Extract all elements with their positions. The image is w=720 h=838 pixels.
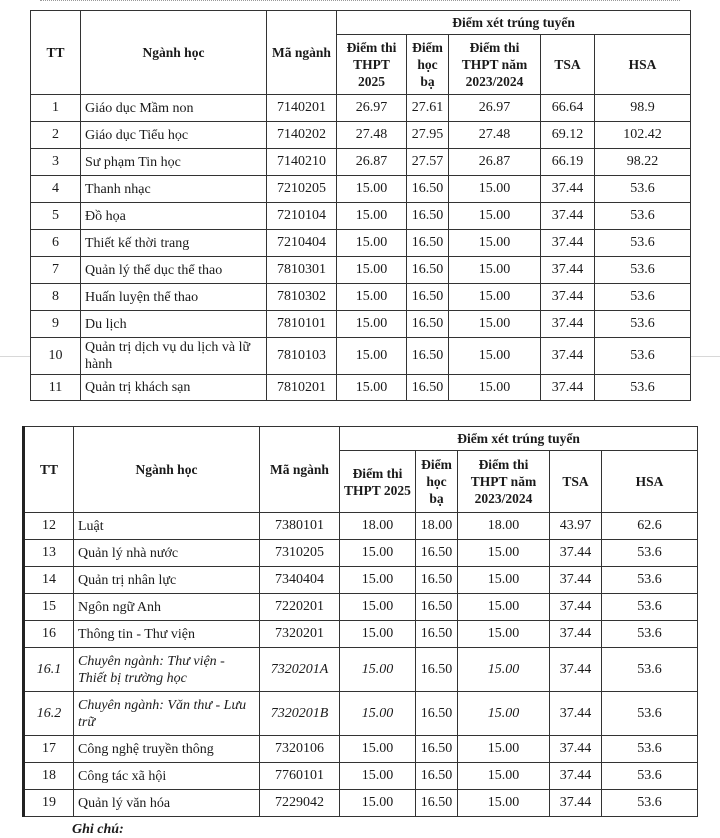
row-thpt-2025: 15.00 bbox=[337, 338, 407, 375]
row-tt: 19 bbox=[24, 790, 74, 817]
row-hoc-ba: 16.50 bbox=[407, 375, 449, 401]
row-tt: 1 bbox=[31, 95, 81, 122]
row-thpt-2025: 15.00 bbox=[340, 567, 416, 594]
row-major-code: 7229042 bbox=[260, 790, 340, 817]
row-major-code: 7810302 bbox=[267, 284, 337, 311]
row-hsa: 53.6 bbox=[595, 176, 691, 203]
header-tt: TT bbox=[24, 427, 74, 513]
row-tt: 5 bbox=[31, 203, 81, 230]
row-major-code: 7220201 bbox=[260, 594, 340, 621]
row-tsa: 43.97 bbox=[550, 513, 602, 540]
row-major-name: Giáo dục Tiểu học bbox=[81, 122, 267, 149]
table-row bbox=[24, 692, 698, 736]
table-2-body bbox=[24, 513, 698, 817]
row-hsa: 102.42 bbox=[595, 122, 691, 149]
row-hsa: 53.6 bbox=[602, 540, 698, 567]
row-thpt-2025: 15.00 bbox=[340, 692, 416, 736]
row-tsa: 37.44 bbox=[550, 736, 602, 763]
row-thpt-2025: 15.00 bbox=[340, 621, 416, 648]
table-row bbox=[24, 648, 698, 692]
row-hsa: 53.6 bbox=[595, 375, 691, 401]
header-thpt-2025: Điểm thi THPT 2025 bbox=[337, 35, 407, 95]
header-hsa: HSA bbox=[595, 35, 691, 95]
row-major-name: Luật bbox=[74, 513, 260, 540]
row-tsa: 37.44 bbox=[541, 284, 595, 311]
table-row bbox=[24, 790, 698, 817]
row-major-name: Quản trị dịch vụ du lịch và lữ hành bbox=[81, 338, 267, 375]
header-hoc-ba: Điểm học bạ bbox=[416, 451, 458, 513]
row-tsa: 37.44 bbox=[550, 692, 602, 736]
row-major-name: Chuyên ngành: Thư viện - Thiết bị trường học bbox=[74, 648, 260, 692]
table-row bbox=[31, 338, 691, 375]
table-row bbox=[31, 284, 691, 311]
row-thpt-2025: 15.00 bbox=[340, 736, 416, 763]
row-major-name: Quản lý văn hóa bbox=[74, 790, 260, 817]
row-thpt-2025: 26.97 bbox=[337, 95, 407, 122]
row-hoc-ba: 16.50 bbox=[416, 540, 458, 567]
header-hsa: HSA bbox=[602, 451, 698, 513]
row-major-name: Ngôn ngữ Anh bbox=[74, 594, 260, 621]
row-major-code: 7760101 bbox=[260, 763, 340, 790]
row-thpt-2025: 15.00 bbox=[340, 540, 416, 567]
row-thpt-2025: 26.87 bbox=[337, 149, 407, 176]
row-major-code: 7320106 bbox=[260, 736, 340, 763]
row-thpt-2023-2024: 15.00 bbox=[449, 203, 541, 230]
header-tsa: TSA bbox=[541, 35, 595, 95]
row-tsa: 66.64 bbox=[541, 95, 595, 122]
table-row bbox=[31, 95, 691, 122]
row-hoc-ba: 18.00 bbox=[416, 513, 458, 540]
row-thpt-2023-2024: 15.00 bbox=[449, 375, 541, 401]
row-tt: 7 bbox=[31, 257, 81, 284]
admission-scores-table-2 bbox=[22, 426, 698, 817]
row-tsa: 37.44 bbox=[541, 257, 595, 284]
row-thpt-2023-2024: 15.00 bbox=[458, 567, 550, 594]
table-row bbox=[31, 149, 691, 176]
row-hoc-ba: 27.61 bbox=[407, 95, 449, 122]
row-tt: 6 bbox=[31, 230, 81, 257]
row-major-code: 7320201B bbox=[260, 692, 340, 736]
row-thpt-2025: 15.00 bbox=[337, 311, 407, 338]
row-major-name: Sư phạm Tin học bbox=[81, 149, 267, 176]
header-thpt-2023-2024: Điểm thi THPT năm 2023/2024 bbox=[449, 35, 541, 95]
table-row bbox=[24, 513, 698, 540]
row-hoc-ba: 16.50 bbox=[416, 763, 458, 790]
row-tt: 3 bbox=[31, 149, 81, 176]
admission-scores-table-1 bbox=[30, 10, 691, 401]
row-hsa: 53.6 bbox=[595, 311, 691, 338]
table-row bbox=[31, 257, 691, 284]
row-tsa: 37.44 bbox=[541, 338, 595, 375]
row-major-name: Quản trị khách sạn bbox=[81, 375, 267, 401]
row-major-code: 7310205 bbox=[260, 540, 340, 567]
row-major-name: Thông tin - Thư viện bbox=[74, 621, 260, 648]
row-tt: 12 bbox=[24, 513, 74, 540]
row-tsa: 37.44 bbox=[541, 230, 595, 257]
row-tt: 14 bbox=[24, 567, 74, 594]
row-thpt-2023-2024: 15.00 bbox=[449, 257, 541, 284]
table-row bbox=[31, 311, 691, 338]
row-thpt-2025: 15.00 bbox=[337, 230, 407, 257]
row-hoc-ba: 16.50 bbox=[416, 736, 458, 763]
row-hsa: 53.6 bbox=[602, 648, 698, 692]
row-major-name: Du lịch bbox=[81, 311, 267, 338]
table-row bbox=[31, 122, 691, 149]
row-tt: 16 bbox=[24, 621, 74, 648]
table-row bbox=[31, 176, 691, 203]
row-thpt-2023-2024: 26.87 bbox=[449, 149, 541, 176]
table-row bbox=[24, 621, 698, 648]
row-thpt-2025: 15.00 bbox=[337, 375, 407, 401]
top-cropped-text bbox=[40, 0, 680, 7]
row-thpt-2025: 15.00 bbox=[337, 176, 407, 203]
row-major-code: 7320201 bbox=[260, 621, 340, 648]
row-hoc-ba: 16.50 bbox=[407, 230, 449, 257]
row-major-name: Chuyên ngành: Văn thư - Lưu trữ bbox=[74, 692, 260, 736]
row-thpt-2023-2024: 15.00 bbox=[458, 621, 550, 648]
row-thpt-2023-2024: 27.48 bbox=[449, 122, 541, 149]
row-hsa: 53.6 bbox=[595, 284, 691, 311]
table-row bbox=[31, 375, 691, 401]
row-hsa: 53.6 bbox=[602, 692, 698, 736]
row-major-name: Huấn luyện thể thao bbox=[81, 284, 267, 311]
row-tt: 10 bbox=[31, 338, 81, 375]
row-tt: 13 bbox=[24, 540, 74, 567]
row-hsa: 53.6 bbox=[602, 621, 698, 648]
row-thpt-2023-2024: 15.00 bbox=[449, 311, 541, 338]
row-thpt-2023-2024: 15.00 bbox=[458, 648, 550, 692]
row-hsa: 62.6 bbox=[602, 513, 698, 540]
row-tsa: 37.44 bbox=[550, 648, 602, 692]
table-row bbox=[24, 567, 698, 594]
row-thpt-2023-2024: 15.00 bbox=[449, 176, 541, 203]
row-hsa: 53.6 bbox=[595, 338, 691, 375]
row-major-code: 7340404 bbox=[260, 567, 340, 594]
header-tt: TT bbox=[31, 11, 81, 95]
row-thpt-2023-2024: 15.00 bbox=[458, 736, 550, 763]
row-thpt-2023-2024: 15.00 bbox=[449, 284, 541, 311]
row-tsa: 37.44 bbox=[550, 540, 602, 567]
row-thpt-2023-2024: 15.00 bbox=[449, 230, 541, 257]
header-major: Ngành học bbox=[81, 11, 267, 95]
table-1-body bbox=[31, 95, 691, 401]
header-major: Ngành học bbox=[74, 427, 260, 513]
row-major-code: 7140201 bbox=[267, 95, 337, 122]
header-code: Mã ngành bbox=[267, 11, 337, 95]
row-thpt-2025: 15.00 bbox=[340, 790, 416, 817]
table-row bbox=[31, 203, 691, 230]
row-tt: 2 bbox=[31, 122, 81, 149]
row-major-code: 7810201 bbox=[267, 375, 337, 401]
row-thpt-2023-2024: 15.00 bbox=[458, 594, 550, 621]
page-divider-right bbox=[690, 356, 720, 357]
row-tsa: 37.44 bbox=[541, 203, 595, 230]
row-tsa: 37.44 bbox=[550, 567, 602, 594]
row-major-name: Thanh nhạc bbox=[81, 176, 267, 203]
header-score-group: Điểm xét trúng tuyển bbox=[340, 427, 698, 451]
row-hoc-ba: 16.50 bbox=[416, 790, 458, 817]
row-tt: 18 bbox=[24, 763, 74, 790]
row-hsa: 98.22 bbox=[595, 149, 691, 176]
row-major-name: Quản trị nhân lực bbox=[74, 567, 260, 594]
row-hsa: 53.6 bbox=[602, 567, 698, 594]
row-hsa: 53.6 bbox=[602, 736, 698, 763]
header-code: Mã ngành bbox=[260, 427, 340, 513]
row-tsa: 37.44 bbox=[541, 375, 595, 401]
row-tt: 16.1 bbox=[24, 648, 74, 692]
row-tt: 11 bbox=[31, 375, 81, 401]
note-label: Ghi chú: bbox=[72, 822, 124, 837]
table-row bbox=[24, 594, 698, 621]
row-thpt-2025: 18.00 bbox=[340, 513, 416, 540]
row-thpt-2023-2024: 15.00 bbox=[449, 338, 541, 375]
row-major-name: Thiết kế thời trang bbox=[81, 230, 267, 257]
table-row bbox=[31, 230, 691, 257]
row-major-code: 7320201A bbox=[260, 648, 340, 692]
row-major-code: 7810301 bbox=[267, 257, 337, 284]
row-hoc-ba: 16.50 bbox=[407, 203, 449, 230]
row-major-name: Quản lý thể dục thể thao bbox=[81, 257, 267, 284]
row-thpt-2023-2024: 15.00 bbox=[458, 692, 550, 736]
row-tt: 8 bbox=[31, 284, 81, 311]
row-major-code: 7210205 bbox=[267, 176, 337, 203]
row-major-code: 7380101 bbox=[260, 513, 340, 540]
row-hsa: 53.6 bbox=[602, 594, 698, 621]
table-row bbox=[24, 736, 698, 763]
row-major-code: 7210104 bbox=[267, 203, 337, 230]
row-hoc-ba: 16.50 bbox=[416, 692, 458, 736]
row-thpt-2023-2024: 26.97 bbox=[449, 95, 541, 122]
row-major-name: Công tác xã hội bbox=[74, 763, 260, 790]
row-tsa: 37.44 bbox=[550, 594, 602, 621]
row-tt: 4 bbox=[31, 176, 81, 203]
row-major-name: Đồ họa bbox=[81, 203, 267, 230]
row-hsa: 53.6 bbox=[595, 257, 691, 284]
row-hoc-ba: 27.95 bbox=[407, 122, 449, 149]
header-thpt-2025: Điểm thi THPT 2025 bbox=[340, 451, 416, 513]
row-thpt-2023-2024: 15.00 bbox=[458, 790, 550, 817]
row-tt: 17 bbox=[24, 736, 74, 763]
row-hsa: 53.6 bbox=[602, 790, 698, 817]
row-major-code: 7810103 bbox=[267, 338, 337, 375]
row-hoc-ba: 16.50 bbox=[407, 284, 449, 311]
page-divider-left bbox=[0, 356, 30, 357]
header-hoc-ba: Điểm học bạ bbox=[407, 35, 449, 95]
row-tsa: 37.44 bbox=[541, 176, 595, 203]
row-tt: 15 bbox=[24, 594, 74, 621]
row-major-code: 7140210 bbox=[267, 149, 337, 176]
row-tsa: 37.44 bbox=[550, 790, 602, 817]
row-tsa: 37.44 bbox=[550, 763, 602, 790]
row-hsa: 53.6 bbox=[595, 230, 691, 257]
row-thpt-2025: 15.00 bbox=[337, 203, 407, 230]
row-thpt-2025: 15.00 bbox=[337, 257, 407, 284]
row-major-code: 7140202 bbox=[267, 122, 337, 149]
row-thpt-2025: 15.00 bbox=[340, 594, 416, 621]
row-hoc-ba: 16.50 bbox=[416, 621, 458, 648]
row-thpt-2023-2024: 18.00 bbox=[458, 513, 550, 540]
header-score-group: Điểm xét trúng tuyển bbox=[337, 11, 691, 35]
row-hoc-ba: 16.50 bbox=[407, 311, 449, 338]
row-tsa: 37.44 bbox=[550, 621, 602, 648]
row-major-code: 7210404 bbox=[267, 230, 337, 257]
row-major-code: 7810101 bbox=[267, 311, 337, 338]
row-thpt-2023-2024: 15.00 bbox=[458, 540, 550, 567]
row-hoc-ba: 16.50 bbox=[416, 594, 458, 621]
row-thpt-2025: 15.00 bbox=[340, 763, 416, 790]
row-thpt-2025: 27.48 bbox=[337, 122, 407, 149]
row-hoc-ba: 27.57 bbox=[407, 149, 449, 176]
row-hsa: 53.6 bbox=[595, 203, 691, 230]
row-major-name: Công nghệ truyền thông bbox=[74, 736, 260, 763]
row-hoc-ba: 16.50 bbox=[407, 176, 449, 203]
row-major-name: Giáo dục Mầm non bbox=[81, 95, 267, 122]
row-hoc-ba: 16.50 bbox=[416, 648, 458, 692]
row-hoc-ba: 16.50 bbox=[407, 257, 449, 284]
row-tsa: 66.19 bbox=[541, 149, 595, 176]
row-tt: 9 bbox=[31, 311, 81, 338]
row-tsa: 37.44 bbox=[541, 311, 595, 338]
row-tt: 16.2 bbox=[24, 692, 74, 736]
row-thpt-2025: 15.00 bbox=[340, 648, 416, 692]
header-tsa: TSA bbox=[550, 451, 602, 513]
row-hoc-ba: 16.50 bbox=[416, 567, 458, 594]
header-thpt-2023-2024: Điểm thi THPT năm 2023/2024 bbox=[458, 451, 550, 513]
row-hoc-ba: 16.50 bbox=[407, 338, 449, 375]
row-hsa: 53.6 bbox=[602, 763, 698, 790]
row-tsa: 69.12 bbox=[541, 122, 595, 149]
row-thpt-2025: 15.00 bbox=[337, 284, 407, 311]
row-thpt-2023-2024: 15.00 bbox=[458, 763, 550, 790]
table-row bbox=[24, 763, 698, 790]
row-hsa: 98.9 bbox=[595, 95, 691, 122]
row-major-name: Quản lý nhà nước bbox=[74, 540, 260, 567]
table-row bbox=[24, 540, 698, 567]
